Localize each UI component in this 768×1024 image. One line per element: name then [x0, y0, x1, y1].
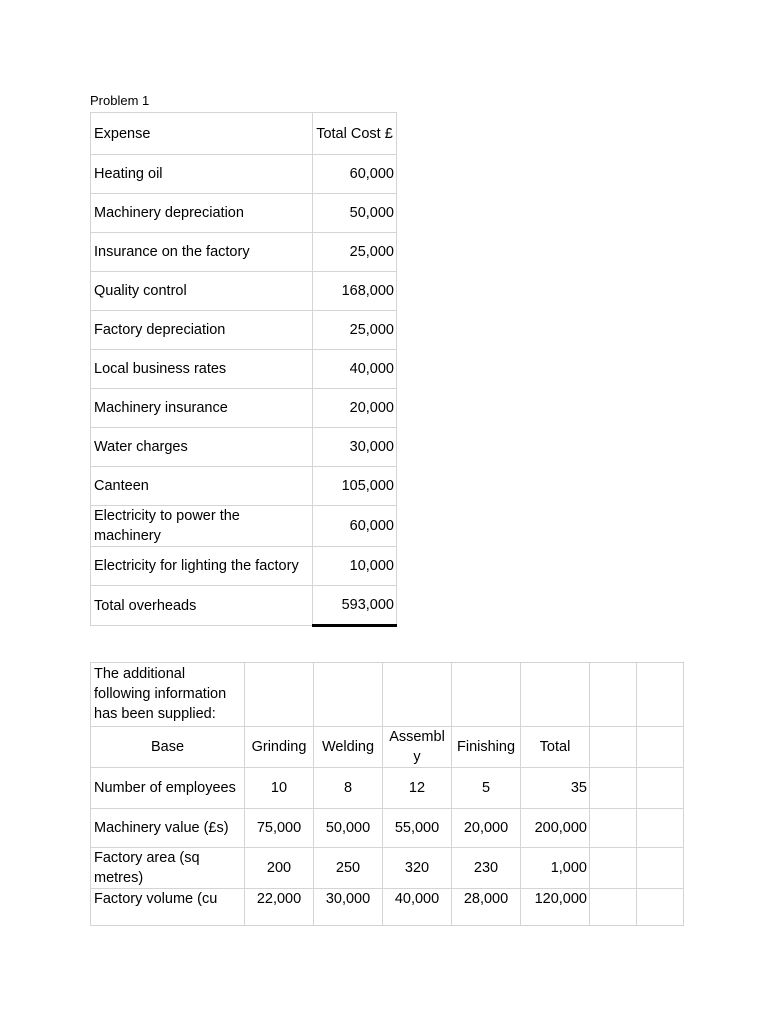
expense-cell: Water charges: [91, 428, 313, 467]
expense-cell: Quality control: [91, 272, 313, 311]
row-label: Factory volume (cu: [91, 889, 245, 926]
total-header: Total: [521, 727, 590, 768]
table-row: [91, 428, 397, 467]
total-cell: 120,000: [521, 889, 590, 926]
empty-cell: [637, 768, 684, 809]
total-label: Total overheads: [91, 586, 313, 626]
table-row: [91, 272, 397, 311]
cost-cell: 50,000: [313, 194, 397, 233]
cost-cell: 25,000: [313, 311, 397, 350]
empty-cell: [590, 889, 637, 926]
welding-cell: 30,000: [314, 889, 383, 926]
cost-cell: 105,000: [313, 467, 397, 506]
table-row: [91, 194, 397, 233]
empty-cell: [637, 809, 684, 848]
welding-cell: 50,000: [314, 809, 383, 848]
grinding-cell: 22,000: [245, 889, 314, 926]
welding-header: Welding: [314, 727, 383, 768]
table-row: [91, 311, 397, 350]
total-value: 593,000: [313, 586, 397, 626]
total-cell: 1,000: [521, 848, 590, 889]
empty-cell: [637, 663, 684, 727]
table-row: [91, 889, 684, 926]
expense-cell: Electricity for lighting the factory: [91, 547, 313, 586]
empty-cell: [590, 809, 637, 848]
empty-cell: [590, 848, 637, 889]
grinding-cell: 10: [245, 768, 314, 809]
finishing-cell: 28,000: [452, 889, 521, 926]
expense-cell: Canteen: [91, 467, 313, 506]
total-cost-header: Total Cost £: [313, 113, 397, 155]
cost-cell: 60,000: [313, 506, 397, 547]
empty-cell: [245, 663, 314, 727]
table-header-row: [91, 727, 684, 768]
finishing-header: Finishing: [452, 727, 521, 768]
expense-cell: Factory depreciation: [91, 311, 313, 350]
cost-cell: 20,000: [313, 389, 397, 428]
row-label: Number of employees: [91, 768, 245, 809]
info-table: [90, 662, 684, 926]
table-row: [91, 155, 397, 194]
cost-cell: 30,000: [313, 428, 397, 467]
cost-cell: 168,000: [313, 272, 397, 311]
intro-row: [91, 663, 684, 727]
empty-cell: [521, 663, 590, 727]
assembly-cell: 12: [383, 768, 452, 809]
expense-cell: Local business rates: [91, 350, 313, 389]
finishing-cell: 230: [452, 848, 521, 889]
cost-cell: 10,000: [313, 547, 397, 586]
grinding-cell: 200: [245, 848, 314, 889]
total-row: [91, 586, 397, 626]
table-row: [91, 547, 397, 586]
empty-cell: [590, 768, 637, 809]
table-header-row: [91, 113, 397, 155]
table-row: [91, 848, 684, 889]
assembly-cell: 320: [383, 848, 452, 889]
empty-cell: [590, 663, 637, 727]
welding-cell: 250: [314, 848, 383, 889]
problem-title: Problem 1: [90, 93, 150, 108]
empty-cell: [452, 663, 521, 727]
expense-cell: Insurance on the factory: [91, 233, 313, 272]
empty-cell: [637, 727, 684, 768]
assembly-cell: 40,000: [383, 889, 452, 926]
intro-text: The additional following information has been supplied:: [91, 663, 245, 727]
empty-cell: [637, 889, 684, 926]
expense-cell: Machinery insurance: [91, 389, 313, 428]
expense-cell: Heating oil: [91, 155, 313, 194]
expense-cell: Electricity to power the machinery: [91, 506, 313, 547]
finishing-cell: 20,000: [452, 809, 521, 848]
cost-cell: 40,000: [313, 350, 397, 389]
welding-cell: 8: [314, 768, 383, 809]
expense-header: Expense: [91, 113, 313, 155]
grinding-cell: 75,000: [245, 809, 314, 848]
empty-cell: [383, 663, 452, 727]
table-row: [91, 233, 397, 272]
empty-cell: [637, 848, 684, 889]
table-row: [91, 768, 684, 809]
finishing-cell: 5: [452, 768, 521, 809]
table-row: [91, 809, 684, 848]
assembly-header: Assembl y: [383, 727, 452, 768]
table-row: [91, 389, 397, 428]
cost-cell: 60,000: [313, 155, 397, 194]
total-cell: 200,000: [521, 809, 590, 848]
row-label: Factory area (sq metres): [91, 848, 245, 889]
base-header: Base: [91, 727, 245, 768]
cost-cell: 25,000: [313, 233, 397, 272]
row-label: Machinery value (£s): [91, 809, 245, 848]
table-row: [91, 467, 397, 506]
expense-cell: Machinery depreciation: [91, 194, 313, 233]
table-row: [91, 506, 397, 547]
empty-cell: [590, 727, 637, 768]
total-cell: 35: [521, 768, 590, 809]
grinding-header: Grinding: [245, 727, 314, 768]
overheads-table: [90, 112, 397, 627]
table-row: [91, 350, 397, 389]
assembly-cell: 55,000: [383, 809, 452, 848]
empty-cell: [314, 663, 383, 727]
